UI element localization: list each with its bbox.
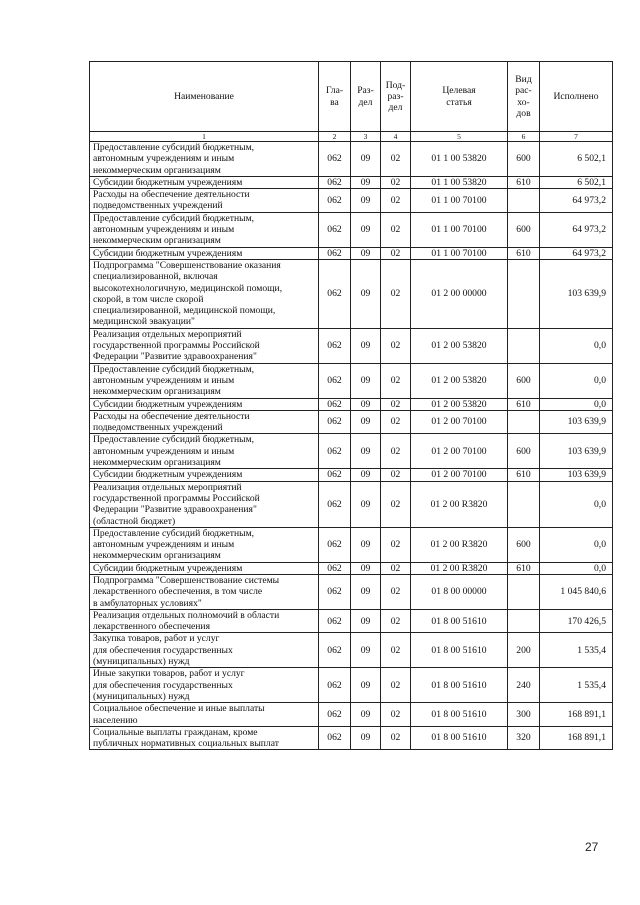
table-row — [90, 142, 613, 177]
row-article-cell: 01 2 00 R3820 — [411, 481, 508, 527]
row-vid-cell: 610 — [508, 176, 540, 188]
row-glava-cell: 062 — [319, 527, 351, 562]
table-row — [90, 247, 613, 259]
row-razdel-cell: 09 — [351, 633, 381, 668]
table-row — [90, 259, 613, 328]
row-article-cell: 01 1 00 70100 — [411, 212, 508, 247]
row-podrazdel-cell: 02 — [381, 434, 411, 469]
row-vid-cell: 200 — [508, 633, 540, 668]
row-name-cell: Субсидии бюджетным учреждениям — [90, 398, 319, 410]
row-name-cell: Субсидии бюджетным учреждениям — [90, 469, 319, 481]
row-podrazdel-cell: 02 — [381, 176, 411, 188]
row-vid-cell — [508, 189, 540, 213]
row-done-cell: 1 535,4 — [540, 633, 613, 668]
row-article-cell: 01 2 00 R3820 — [411, 527, 508, 562]
row-name-cell: Расходы на обеспечение деятельности подведомственных учреждений — [90, 410, 319, 434]
header-name: Наименование — [90, 62, 319, 132]
table-row — [90, 398, 613, 410]
row-article-cell: 01 2 00 70100 — [411, 410, 508, 434]
row-done-cell: 0,0 — [540, 363, 613, 398]
row-razdel-cell: 09 — [351, 574, 381, 609]
table-header-row — [90, 62, 613, 132]
row-done-cell: 103 639,9 — [540, 259, 613, 328]
row-vid-cell: 610 — [508, 398, 540, 410]
table-row — [90, 481, 613, 527]
column-number: 5 — [411, 132, 508, 142]
row-glava-cell: 062 — [319, 176, 351, 188]
header-razdel: Раз- дел — [351, 62, 381, 132]
row-done-cell: 103 639,9 — [540, 434, 613, 469]
row-razdel-cell: 09 — [351, 176, 381, 188]
row-razdel-cell: 09 — [351, 434, 381, 469]
row-article-cell: 01 2 00 00000 — [411, 259, 508, 328]
row-article-cell: 01 2 00 53820 — [411, 363, 508, 398]
row-podrazdel-cell: 02 — [381, 398, 411, 410]
row-article-cell: 01 8 00 00000 — [411, 574, 508, 609]
row-done-cell: 64 973,2 — [540, 247, 613, 259]
column-number: 3 — [351, 132, 381, 142]
row-done-cell: 0,0 — [540, 527, 613, 562]
row-podrazdel-cell: 02 — [381, 328, 411, 363]
row-done-cell: 168 891,1 — [540, 726, 613, 750]
row-name-cell: Реализация отдельных мероприятий государственной программы Российской Федерации "Развитие здравоохранения" — [90, 328, 319, 363]
row-razdel-cell: 09 — [351, 562, 381, 574]
row-razdel-cell: 09 — [351, 703, 381, 727]
row-article-cell: 01 8 00 51610 — [411, 609, 508, 633]
row-article-cell: 01 1 00 70100 — [411, 189, 508, 213]
row-vid-cell — [508, 574, 540, 609]
row-razdel-cell: 09 — [351, 328, 381, 363]
row-name-cell: Социальное обеспечение и иные выплаты населению — [90, 703, 319, 727]
row-vid-cell — [508, 328, 540, 363]
row-glava-cell: 062 — [319, 247, 351, 259]
table-row — [90, 363, 613, 398]
row-done-cell: 170 426,5 — [540, 609, 613, 633]
row-razdel-cell: 09 — [351, 609, 381, 633]
row-glava-cell: 062 — [319, 562, 351, 574]
row-glava-cell: 062 — [319, 481, 351, 527]
table-row — [90, 668, 613, 703]
row-podrazdel-cell: 02 — [381, 633, 411, 668]
column-number: 2 — [319, 132, 351, 142]
page-number: 27 — [585, 840, 599, 854]
row-vid-cell — [508, 481, 540, 527]
row-article-cell: 01 2 00 70100 — [411, 469, 508, 481]
row-article-cell: 01 8 00 51610 — [411, 633, 508, 668]
row-name-cell: Закупка товаров, работ и услуг для обеспечения государственных (муниципальных) нужд — [90, 633, 319, 668]
table-row — [90, 410, 613, 434]
header-vid: Вид рас- хо- дов — [508, 62, 540, 132]
row-done-cell: 0,0 — [540, 328, 613, 363]
row-razdel-cell: 09 — [351, 469, 381, 481]
column-number: 7 — [540, 132, 613, 142]
row-name-cell: Предоставление субсидий бюджетным, автономным учреждениям и иным некоммерческим организациям — [90, 142, 319, 177]
row-podrazdel-cell: 02 — [381, 574, 411, 609]
row-razdel-cell: 09 — [351, 410, 381, 434]
row-razdel-cell: 09 — [351, 668, 381, 703]
row-vid-cell: 240 — [508, 668, 540, 703]
table-row — [90, 527, 613, 562]
row-vid-cell: 300 — [508, 703, 540, 727]
row-podrazdel-cell: 02 — [381, 410, 411, 434]
row-glava-cell: 062 — [319, 398, 351, 410]
row-vid-cell: 610 — [508, 469, 540, 481]
row-done-cell: 64 973,2 — [540, 212, 613, 247]
row-glava-cell: 062 — [319, 668, 351, 703]
row-name-cell: Субсидии бюджетным учреждениям — [90, 247, 319, 259]
row-glava-cell: 062 — [319, 212, 351, 247]
row-article-cell: 01 2 00 53820 — [411, 328, 508, 363]
row-razdel-cell: 09 — [351, 527, 381, 562]
row-razdel-cell: 09 — [351, 212, 381, 247]
table-row — [90, 176, 613, 188]
row-glava-cell: 062 — [319, 363, 351, 398]
row-podrazdel-cell: 02 — [381, 609, 411, 633]
row-razdel-cell: 09 — [351, 363, 381, 398]
row-podrazdel-cell: 02 — [381, 562, 411, 574]
header-glava: Гла- ва — [319, 62, 351, 132]
table-row — [90, 212, 613, 247]
row-glava-cell: 062 — [319, 574, 351, 609]
row-razdel-cell: 09 — [351, 247, 381, 259]
row-done-cell: 1 045 840,6 — [540, 574, 613, 609]
row-vid-cell: 600 — [508, 434, 540, 469]
row-podrazdel-cell: 02 — [381, 259, 411, 328]
row-done-cell: 168 891,1 — [540, 703, 613, 727]
table-row — [90, 609, 613, 633]
table-row — [90, 434, 613, 469]
header-done: Исполнено — [540, 62, 613, 132]
row-glava-cell: 062 — [319, 434, 351, 469]
row-done-cell: 0,0 — [540, 562, 613, 574]
header-article: Целевая статья — [411, 62, 508, 132]
column-number: 6 — [508, 132, 540, 142]
row-article-cell: 01 8 00 51610 — [411, 703, 508, 727]
row-podrazdel-cell: 02 — [381, 189, 411, 213]
row-done-cell: 6 502,1 — [540, 176, 613, 188]
row-vid-cell: 600 — [508, 363, 540, 398]
row-article-cell: 01 1 00 70100 — [411, 247, 508, 259]
row-article-cell: 01 1 00 53820 — [411, 142, 508, 177]
row-podrazdel-cell: 02 — [381, 212, 411, 247]
row-article-cell: 01 8 00 51610 — [411, 726, 508, 750]
row-done-cell: 64 973,2 — [540, 189, 613, 213]
row-razdel-cell: 09 — [351, 189, 381, 213]
row-name-cell: Подпрограмма "Совершенствование системы лекарственного обеспечения, в том числе в амбулаторных условиях" — [90, 574, 319, 609]
row-vid-cell — [508, 259, 540, 328]
row-article-cell: 01 2 00 53820 — [411, 398, 508, 410]
row-done-cell: 103 639,9 — [540, 410, 613, 434]
row-done-cell: 1 535,4 — [540, 668, 613, 703]
row-vid-cell — [508, 410, 540, 434]
table-row — [90, 633, 613, 668]
row-podrazdel-cell: 02 — [381, 527, 411, 562]
row-glava-cell: 062 — [319, 410, 351, 434]
row-razdel-cell: 09 — [351, 481, 381, 527]
row-glava-cell: 062 — [319, 189, 351, 213]
row-vid-cell: 600 — [508, 212, 540, 247]
budget-table — [89, 61, 613, 750]
row-podrazdel-cell: 02 — [381, 247, 411, 259]
row-podrazdel-cell: 02 — [381, 469, 411, 481]
row-name-cell: Предоставление субсидий бюджетным, автономным учреждениям и иным некоммерческим организациям — [90, 363, 319, 398]
row-done-cell: 0,0 — [540, 481, 613, 527]
header-podrazdel: Под- раз- дел — [381, 62, 411, 132]
row-name-cell: Предоставление субсидий бюджетным, автономным учреждениям и иным некоммерческим организациям — [90, 434, 319, 469]
row-glava-cell: 062 — [319, 633, 351, 668]
table-row — [90, 574, 613, 609]
row-vid-cell: 610 — [508, 247, 540, 259]
row-article-cell: 01 8 00 51610 — [411, 668, 508, 703]
row-glava-cell: 062 — [319, 259, 351, 328]
row-vid-cell: 610 — [508, 562, 540, 574]
row-name-cell: Подпрограмма "Совершенствование оказания специализированной, включая высокотехнологичную, медицинской помощи, скорой, в том числе скорой специализированной, медицинской помощи, медицинской эвакуации" — [90, 259, 319, 328]
column-number: 4 — [381, 132, 411, 142]
row-name-cell: Реализация отдельных полномочий в области лекарственного обеспечения — [90, 609, 319, 633]
row-vid-cell: 600 — [508, 142, 540, 177]
row-name-cell: Социальные выплаты гражданам, кроме публичных нормативных социальных выплат — [90, 726, 319, 750]
row-glava-cell: 062 — [319, 726, 351, 750]
row-article-cell: 01 2 00 70100 — [411, 434, 508, 469]
row-razdel-cell: 09 — [351, 398, 381, 410]
row-name-cell: Предоставление субсидий бюджетным, автономным учреждениям и иным некоммерческим организациям — [90, 212, 319, 247]
column-number-row — [90, 132, 613, 142]
row-name-cell: Предоставление субсидий бюджетным, автономным учреждениям и иным некоммерческим организациям — [90, 527, 319, 562]
table-row — [90, 562, 613, 574]
row-vid-cell — [508, 609, 540, 633]
row-done-cell: 6 502,1 — [540, 142, 613, 177]
row-glava-cell: 062 — [319, 328, 351, 363]
row-vid-cell: 600 — [508, 527, 540, 562]
table-row — [90, 726, 613, 750]
row-podrazdel-cell: 02 — [381, 726, 411, 750]
row-razdel-cell: 09 — [351, 726, 381, 750]
row-glava-cell: 062 — [319, 469, 351, 481]
row-glava-cell: 062 — [319, 703, 351, 727]
row-podrazdel-cell: 02 — [381, 481, 411, 527]
table-row — [90, 703, 613, 727]
table-body — [90, 142, 613, 750]
row-name-cell: Иные закупки товаров, работ и услуг для обеспечения государственных (муниципальных) нужд — [90, 668, 319, 703]
row-glava-cell: 062 — [319, 609, 351, 633]
row-name-cell: Субсидии бюджетным учреждениям — [90, 176, 319, 188]
row-razdel-cell: 09 — [351, 259, 381, 328]
row-done-cell: 0,0 — [540, 398, 613, 410]
row-name-cell: Субсидии бюджетным учреждениям — [90, 562, 319, 574]
row-glava-cell: 062 — [319, 142, 351, 177]
row-podrazdel-cell: 02 — [381, 703, 411, 727]
row-podrazdel-cell: 02 — [381, 668, 411, 703]
row-podrazdel-cell: 02 — [381, 363, 411, 398]
column-number: 1 — [90, 132, 319, 142]
row-article-cell: 01 2 00 R3820 — [411, 562, 508, 574]
row-name-cell: Расходы на обеспечение деятельности подведомственных учреждений — [90, 189, 319, 213]
table-row — [90, 189, 613, 213]
row-name-cell: Реализация отдельных мероприятий государственной программы Российской Федерации "Развитие здравоохранения" (областной бюджет) — [90, 481, 319, 527]
row-razdel-cell: 09 — [351, 142, 381, 177]
table-row — [90, 469, 613, 481]
row-vid-cell: 320 — [508, 726, 540, 750]
row-done-cell: 103 639,9 — [540, 469, 613, 481]
row-podrazdel-cell: 02 — [381, 142, 411, 177]
table-row — [90, 328, 613, 363]
row-article-cell: 01 1 00 53820 — [411, 176, 508, 188]
